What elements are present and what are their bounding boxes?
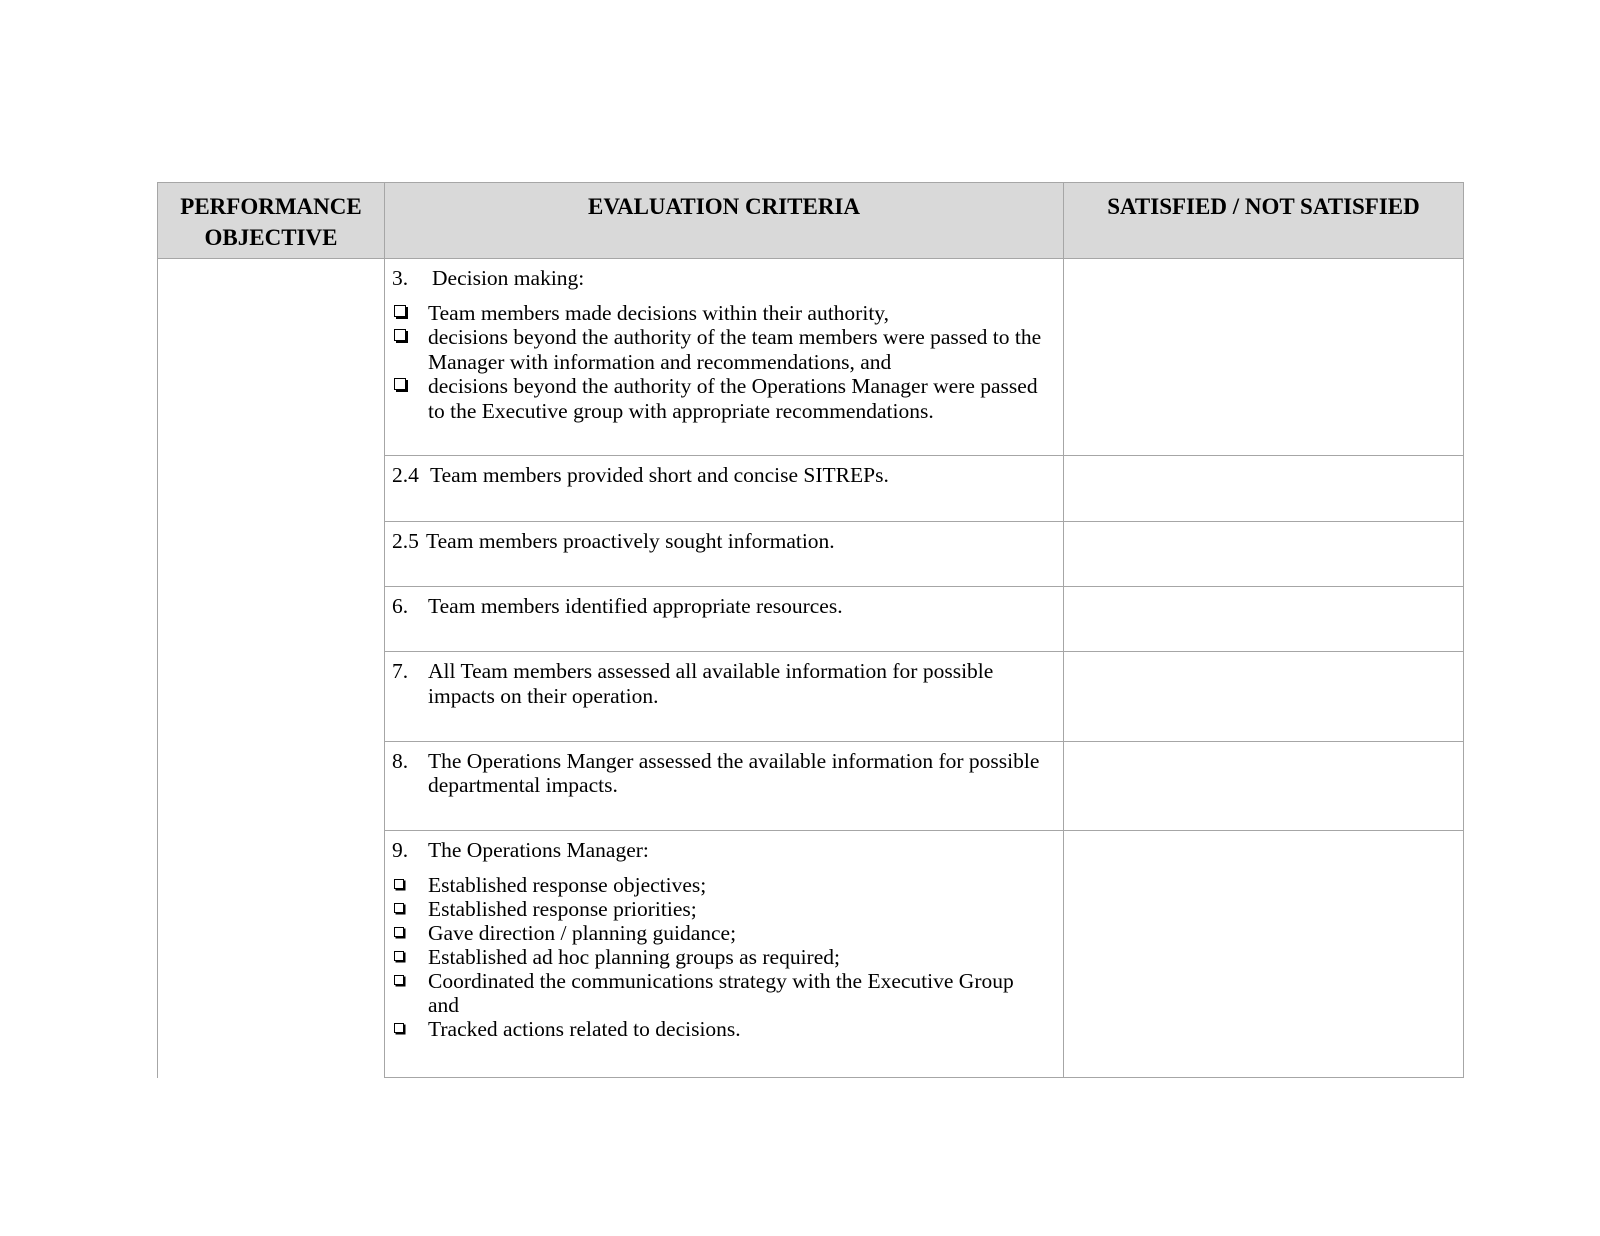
satisfied-cell[interactable] xyxy=(1064,741,1464,831)
bullet-list xyxy=(392,301,1049,424)
checkbox-icon xyxy=(392,921,428,945)
criteria-text: The Operations Manger assessed the available information for possible departmental impacts. xyxy=(428,748,1040,798)
table-row xyxy=(158,259,1464,456)
list-item xyxy=(392,325,1049,374)
criteria-number: 3. xyxy=(392,266,409,290)
satisfied-cell[interactable] xyxy=(1064,652,1464,742)
criteria-cell-9 xyxy=(385,831,1064,1078)
criteria-number: 7. xyxy=(392,659,409,684)
criteria-text: All Team members assessed all available information for possible impacts on their operation. xyxy=(428,659,994,708)
header-satisfied: SATISFIED / NOT SATISFIED xyxy=(1064,183,1464,259)
checkbox-icon xyxy=(392,969,428,993)
checkbox-icon xyxy=(392,325,428,349)
evaluation-table xyxy=(157,182,1464,1078)
criteria-title: The Operations Manager: xyxy=(428,838,649,863)
criteria-cell-7 xyxy=(385,652,1064,742)
checkbox-icon xyxy=(392,374,428,398)
satisfied-cell[interactable] xyxy=(1064,586,1464,651)
checkbox-icon xyxy=(392,945,428,969)
header-row xyxy=(158,183,1464,259)
checkbox-icon xyxy=(392,1017,428,1041)
satisfied-cell[interactable] xyxy=(1064,831,1464,1078)
criteria-number: 9. xyxy=(392,838,409,863)
header-performance-objective: PERFORMANCE OBJECTIVE xyxy=(158,183,385,259)
bullet-text: Coordinated the communications strategy with the Executive Group and xyxy=(428,968,1014,1017)
criteria-text: Team members proactively sought information. xyxy=(426,528,835,553)
checkbox-icon xyxy=(392,897,428,921)
header-evaluation-criteria: EVALUATION CRITERIA xyxy=(385,183,1064,259)
criteria-cell-2-5 xyxy=(385,521,1064,586)
criteria-title: Decision making: xyxy=(432,266,585,290)
list-item xyxy=(392,374,1049,423)
satisfied-cell[interactable] xyxy=(1064,456,1464,521)
list-item xyxy=(392,969,1049,1017)
criteria-text: Team members provided short and concise SITREPs. xyxy=(430,463,889,488)
bullet-text: Team members made decisions within their authority, xyxy=(428,300,890,325)
criteria-number: 2.5 xyxy=(392,528,419,553)
criteria-cell-3 xyxy=(385,259,1064,456)
criteria-number: 8. xyxy=(392,748,409,773)
bullet-text: Tracked actions related to decisions. xyxy=(428,1016,741,1041)
criteria-cell-2-4 xyxy=(385,456,1064,521)
checkbox-icon xyxy=(392,873,428,897)
list-item xyxy=(392,301,1049,326)
criteria-number: 2.4 xyxy=(392,463,419,488)
bullet-text: Established response objectives; xyxy=(428,872,707,897)
satisfied-cell[interactable] xyxy=(1064,259,1464,456)
bullet-text: decisions beyond the authority of the team members were passed to the Manager with information and recommendations, and xyxy=(428,325,1042,374)
criteria-number: 6. xyxy=(392,593,409,618)
satisfied-cell[interactable] xyxy=(1064,521,1464,586)
list-item xyxy=(392,873,1049,897)
list-item xyxy=(392,897,1049,921)
checkbox-icon xyxy=(392,301,428,325)
bullet-text: Established response priorities; xyxy=(428,896,697,921)
criteria-cell-8 xyxy=(385,741,1064,831)
criteria-cell-6 xyxy=(385,586,1064,651)
list-item xyxy=(392,921,1049,945)
criteria-text: Team members identified appropriate resources. xyxy=(428,593,843,618)
bullet-list xyxy=(392,873,1049,1041)
list-item xyxy=(392,945,1049,969)
bullet-text: Gave direction / planning guidance; xyxy=(428,920,737,945)
list-item xyxy=(392,1017,1049,1041)
bullet-text: decisions beyond the authority of the Operations Manager were passed to the Executive group with appropriate recommendations. xyxy=(428,374,1038,423)
performance-objective-cell xyxy=(158,259,385,1078)
bullet-text: Established ad hoc planning groups as required; xyxy=(428,944,840,969)
